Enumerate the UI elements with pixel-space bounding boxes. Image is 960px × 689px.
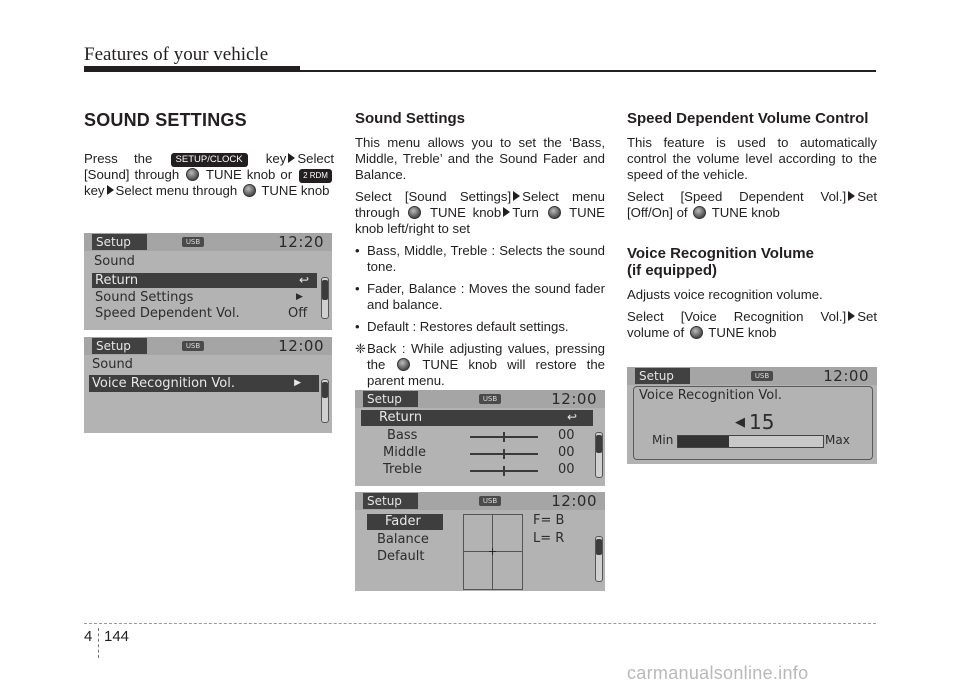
paragraph-instructions: Select [Voice Recognition Vol.] Set volume of TUNE knob [627,309,877,340]
menu-item-balance[interactable]: Balance [377,532,429,547]
screen-sound-menu [84,233,332,330]
section-number: 4 [84,628,93,645]
usb-icon: USB [479,394,501,404]
column-sound-settings-detail [355,110,605,395]
scrollbar[interactable] [595,536,603,582]
watermark: carmanualsonline.info [627,663,809,683]
menu-item-return[interactable]: Return ↩ [92,273,317,288]
treble-value: 00 [558,462,575,477]
screen-voice-recognition-vol [627,367,877,464]
bass-slider[interactable] [470,436,538,438]
menu-item-bass[interactable]: Bass [387,428,418,443]
tune-knob-icon [690,326,703,339]
menu-item-middle[interactable]: Middle [383,445,426,460]
page-number: 144 [104,628,130,645]
note-mark-icon: ❈ [355,341,367,356]
scrollbar[interactable] [321,379,329,423]
treble-slider[interactable] [470,470,538,472]
chevron-right-icon: ▶ [296,292,303,302]
panel-title: Voice Recognition Vol. [639,388,782,403]
speed-vol-value: Off [288,306,308,321]
middle-value: 00 [558,445,575,460]
arrow-right-icon [503,207,510,217]
setup-tab: Setup [363,391,418,407]
column-speed-voice [627,110,877,347]
setup-tab: Setup [92,234,147,250]
min-label: Min [652,433,674,447]
bullet-list [355,243,605,389]
rdm-key-icon: 2 RDM [299,169,332,183]
paragraph-instructions: Select [Speed Dependent Vol.] Set [Off/On] of TUNE knob [627,189,877,220]
fader-balance-grid[interactable]: + [463,514,523,590]
setup-clock-key-icon: SETUP/CLOCK [171,153,248,167]
tune-knob-icon [186,168,199,181]
volume-value: 15 [749,410,775,434]
return-icon: ↩ [566,410,577,424]
return-icon: ↩ [298,273,309,287]
screen-title: Sound [92,357,133,372]
screen-title: Sound [94,254,135,269]
speaker-icon: ◀ [735,415,745,430]
screen-sound-tone [355,390,605,486]
paragraph: This feature is used to automatically control the volume level according to the speed of the vehicle. [627,135,877,182]
volume-bar[interactable] [677,435,824,448]
tune-knob-icon [397,358,410,371]
setup-tab: Setup [635,368,690,384]
arrow-right-icon [513,191,520,201]
paragraph: This menu allows you to set the ‘Bass, Middle, Treble’ and the Sound Fader and Balance. [355,135,605,182]
header-bar [84,66,300,72]
usb-icon: USB [751,371,773,381]
screen-sound-voice [84,337,332,433]
footer-rule [84,623,876,624]
fader-value: F= B [533,513,565,528]
note-item: ❈ Back : While adjusting values, pressing the TUNE knob will restore the parent menu. [355,341,606,388]
middle-slider[interactable] [470,453,538,455]
bass-value: 00 [558,428,575,443]
scrollbar[interactable] [321,277,329,319]
bullet-item: • Fader, Balance : Moves the sound fader and balance. [355,281,605,312]
section-heading: SOUND SETTINGS [84,110,247,130]
menu-item-sound-settings[interactable]: Sound Settings [95,290,194,305]
menu-item-speed-dependent-vol[interactable]: Speed Dependent Vol. [95,306,240,321]
menu-item-fader[interactable]: Fader [367,514,443,530]
clock: 12:00 [551,492,597,510]
column-sound-settings [84,110,334,205]
setup-tab: Setup [92,338,147,354]
arrow-right-icon [848,311,855,321]
clock: 12:00 [278,337,324,355]
balance-value: L= R [533,531,565,546]
tune-knob-icon [693,206,706,219]
menu-item-default[interactable]: Default [377,549,425,564]
paragraph: Adjusts voice recognition volume. [627,287,823,302]
section-heading-voice: Voice Recognition Volume (if equipped) [627,245,814,279]
arrow-right-icon [848,191,855,201]
screen-sound-fader [355,492,605,591]
arrow-right-icon [107,185,114,195]
clock: 12:00 [551,390,597,408]
section-heading: Sound Settings [355,110,465,127]
tune-knob-icon [243,184,256,197]
bullet-item: • Default : Restores default settings. [355,319,569,334]
clock: 12:20 [278,233,324,251]
intro-paragraph: Press the SETUP/CLOCK key Select [Sound] through TUNE knob or 2 RDM key Select menu through TUNE knob [84,151,334,198]
paragraph-instructions: Select [Sound Settings] Select menu through TUNE knob Turn TUNE knob left/right to set [355,189,605,236]
running-header: Features of your vehicle [84,44,269,65]
page-separator [98,628,100,658]
chevron-right-icon: ▶ [294,378,301,388]
volume-bar-fill [678,436,729,447]
menu-item-treble[interactable]: Treble [383,462,422,477]
tune-knob-icon [548,206,561,219]
menu-item-voice-recognition-vol[interactable]: Voice Recognition Vol. ▶ [89,375,319,392]
setup-tab: Setup [363,493,418,509]
tune-knob-icon [408,206,421,219]
scrollbar[interactable] [595,432,603,478]
header-rule [300,70,876,72]
bullet-item: • Bass, Middle, Treble : Selects the sound tone. [355,243,605,274]
arrow-right-icon [288,153,295,163]
usb-icon: USB [182,341,204,351]
menu-item-return[interactable]: Return ↩ [361,410,593,426]
usb-icon: USB [479,496,501,506]
max-label: Max [825,433,850,447]
clock: 12:00 [823,367,869,385]
usb-icon: USB [182,237,204,247]
section-heading: Speed Dependent Volume Control [627,110,869,127]
